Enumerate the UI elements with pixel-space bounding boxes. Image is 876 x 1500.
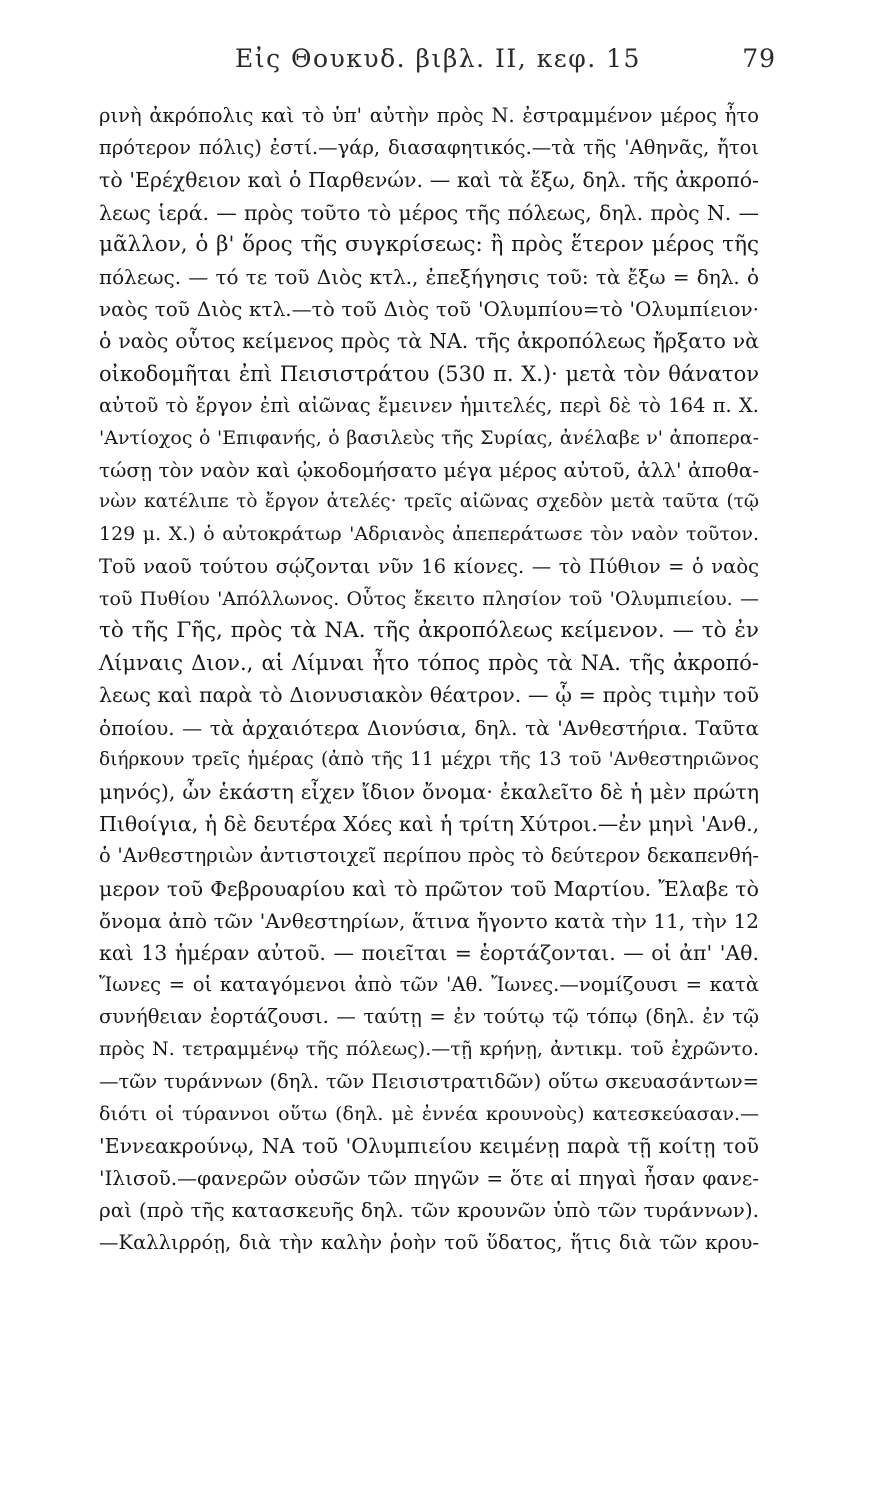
text-line: ραὶ (πρὸ τῆς κατασκευῆς δηλ. τῶν κρουνῶν ὑπὸ τῶν τυράννων).	[99, 1198, 759, 1223]
text-line: ὁ ναὸς οὗτος κείμενος πρὸς τὰ ΝΑ. τῆς ἀκροπόλεως ἤρξατο νὰ	[99, 329, 759, 354]
text-line: μᾶλλον, ὁ β' ὅρος τῆς συγκρίσεως: ἢ πρὸς ἕτερον μέρος τῆς	[99, 231, 759, 257]
text-line: Τοῦ ναοῦ τούτου σῴζονται νῦν 16 κίονες. — τὸ Πύθιον = ὁ ναὸς	[99, 554, 759, 578]
text-line: τοῦ Πυθίου 'Απόλλωνος. Οὗτος ἔκειτο πλησίον τοῦ 'Ολυμπιείου. —	[99, 587, 759, 610]
text-line: πρότερον πόλις) ἐστί.—γάρ, διασαφητικός.—τὰ τῆς 'Αθηνᾶς, ἤτοι	[99, 136, 759, 160]
text-line: πρὸς Ν. τετραμμένῳ τῆς πόλεως).—τῇ κρήνῃ, ἀντικμ. τοῦ ἐχρῶντο.	[99, 1038, 759, 1061]
page-header	[0, 40, 876, 80]
text-line: τώσῃ τὸν ναὸν καὶ ᾠκοδομήσατο μέγα μέρος αὐτοῦ, ἀλλ' ἀποθα-	[99, 458, 759, 483]
text-line: 'Ιλισοῦ.—φανερῶν οὐσῶν τῶν πηγῶν = ὅτε αἱ πηγαὶ ἦσαν φανε-	[99, 1166, 759, 1191]
text-line: —Καλλιρρόῃ, διὰ τὴν καλὴν ῥοὴν τοῦ ὕδατος, ἥτις διὰ τῶν κρου-	[99, 1230, 759, 1254]
text-line: 'Αντίοχος ὁ 'Επιφανής, ὁ βασιλεὺς τῆς Συρίας, ἀνέλαβε ν' ἀποπερα-	[99, 426, 759, 449]
text-line: —τῶν τυράννων (δηλ. τῶν Πεισιστρατιδῶν) οὕτω σκευασάντων=	[99, 1069, 759, 1093]
text-line: ὁ 'Ανθεστηριὼν ἀντιστοιχεῖ περίπου πρὸς τὸ δεύτερον δεκαπενθή-	[99, 844, 759, 868]
text-line: μερον τοῦ Φεβρουαρίου καὶ τὸ πρῶτον τοῦ Μαρτίου. Ἔλαβε τὸ	[99, 876, 759, 901]
text-line: λεως ἱερά. — πρὸς τοῦτο τὸ μέρος τῆς πόλεως, δηλ. πρὸς Ν. —	[99, 200, 759, 225]
commentary-text	[99, 100, 759, 1259]
text-line: ὄνομα ἀπὸ τῶν 'Ανθεστηρίων, ἅτινα ἤγοντο κατὰ τὴν 11, τὴν 12	[99, 908, 759, 933]
text-line: ναὸς τοῦ Διὸς κτλ.—τὸ τοῦ Διὸς τοῦ 'Ολυμπίου=τὸ 'Ολυμπίειον·	[99, 297, 759, 322]
text-line: οἰκοδομῆται ἐπὶ Πεισιστράτου (530 π. Χ.)· μετὰ τὸν θάνατον	[99, 361, 759, 386]
text-line: καὶ 13 ἡμέραν αὐτοῦ. — ποιεῖται = ἑορτάζονται. — οἱ ἀπ' 'Αθ.	[99, 940, 759, 965]
running-head: Εἰς Θουκυδ. βιβλ. ΙΙ, κεφ. 15	[235, 44, 641, 73]
text-line: 129 μ. Χ.) ὁ αὐτοκράτωρ 'Αδριανὸς ἀπεπεράτωσε τὸν ναὸν τοῦτον.	[99, 523, 759, 546]
text-line: 'Εννεακρούνῳ, ΝΑ τοῦ 'Ολυμπιείου κειμένῃ παρὰ τῇ κοίτῃ τοῦ	[99, 1134, 759, 1158]
page-number: 79	[742, 44, 776, 73]
text-line: διήρκουν τρεῖς ἡμέρας (ἀπὸ τῆς 11 μέχρι τῆς 13 τοῦ 'Ανθεστηριῶνος	[99, 748, 759, 770]
text-line: μηνός), ὧν ἑκάστη εἶχεν ἴδιον ὄνομα· ἐκαλεῖτο δὲ ἡ μὲν πρώτη	[99, 779, 759, 804]
text-line: συνήθειαν ἑορτάζουσι. — ταύτῃ = ἐν τούτῳ τῷ τόπῳ (δηλ. ἐν τῷ	[99, 1005, 759, 1029]
text-line: διότι οἱ τύραννοι οὕτω (δηλ. μὲ ἐννέα κρουνοὺς) κατεσκεύασαν.—	[99, 1102, 759, 1125]
text-line: ὁποίου. — τὰ ἀρχαιότερα Διονύσια, δηλ. τὰ 'Ανθεστήρια. Ταῦτα	[99, 715, 759, 740]
text-line: τὸ τῆς Γῆς, πρὸς τὰ ΝΑ. τῆς ἀκροπόλεως κείμενον. — τὸ ἐν	[99, 618, 759, 643]
text-line: Ἴωνες = οἱ καταγόμενοι ἀπὸ τῶν 'Αθ. Ἴωνες.—νομίζουσι = κατὰ	[99, 973, 759, 997]
text-line: τὸ 'Ερέχθειον καὶ ὁ Παρθενών. — καὶ τὰ ἔξω, δηλ. τῆς ἀκροπό-	[99, 168, 759, 193]
text-line: λεως καὶ παρὰ τὸ Διονυσιακὸν θέατρον. — ᾧ = πρὸς τιμὴν τοῦ	[99, 683, 759, 708]
text-line: Λίμναις Διον., αἱ Λίμναι ἦτο τόπος πρὸς τὰ ΝΑ. τῆς ἀκροπό-	[99, 651, 759, 676]
text-line: Πιθοίγια, ἡ δὲ δευτέρα Χόες καὶ ἡ τρίτη Χύτροι.—ἐν μηνὶ 'Ανθ.,	[99, 812, 759, 837]
text-line: αὐτοῦ τὸ ἔργον ἐπὶ αἰῶνας ἔμεινεν ἡμιτελές, περὶ δὲ τὸ 164 π. Χ.	[99, 393, 759, 417]
text-line: πόλεως. — τό τε τοῦ Διὸς κτλ., ἐπεξήγησις τοῦ: τὰ ἔξω = δηλ. ὁ	[99, 264, 759, 289]
text-line: ρινὴ ἀκρόπολις καὶ τὸ ὑπ' αὐτὴν πρὸς Ν. ἐστραμμένον μέρος ἦτο	[99, 104, 759, 127]
text-line: νὼν κατέλιπε τὸ ἔργον ἀτελές· τρεῖς αἰῶνας σχεδὸν μετὰ ταῦτα (τῷ	[99, 491, 759, 513]
